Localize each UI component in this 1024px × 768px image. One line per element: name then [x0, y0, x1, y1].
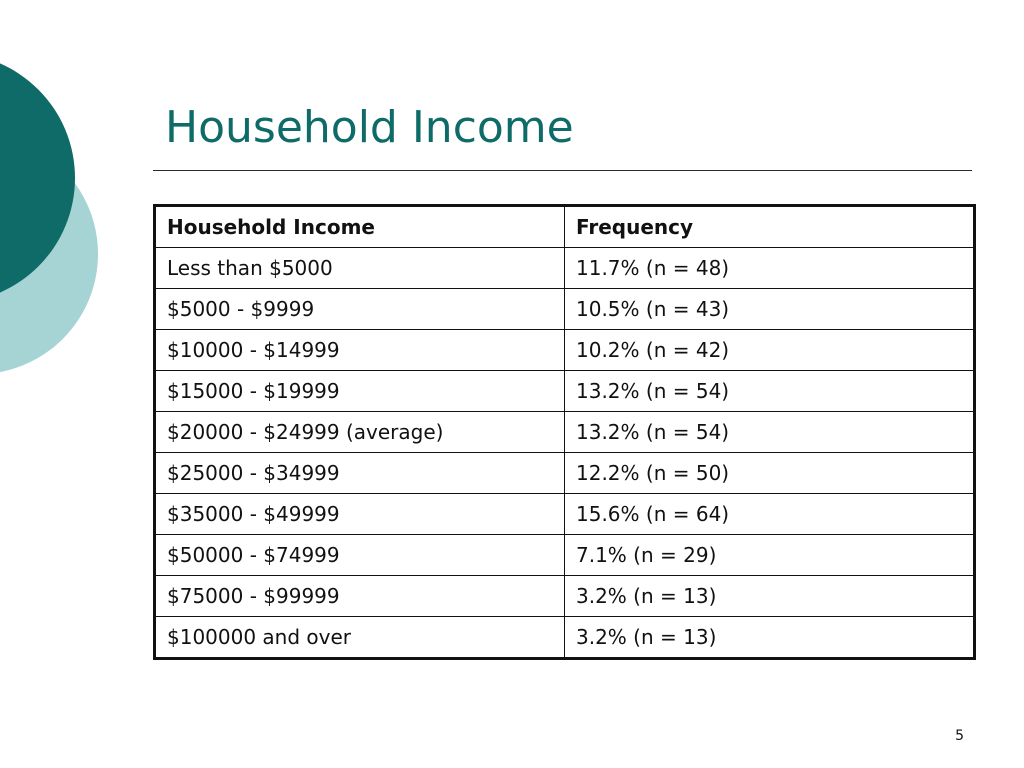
- table-row: [155, 371, 975, 412]
- income-cell: $20000 - $24999 (average): [155, 412, 565, 453]
- income-cell: $50000 - $74999: [155, 535, 565, 576]
- column-header-frequency: Frequency: [565, 206, 975, 248]
- frequency-cell: 3.2% (n = 13): [565, 617, 975, 659]
- income-cell: $100000 and over: [155, 617, 565, 659]
- frequency-cell: 12.2% (n = 50): [565, 453, 975, 494]
- decorative-circles: [0, 0, 110, 420]
- income-cell: $15000 - $19999: [155, 371, 565, 412]
- table-row: [155, 289, 975, 330]
- income-cell: $10000 - $14999: [155, 330, 565, 371]
- frequency-cell: 13.2% (n = 54): [565, 371, 975, 412]
- frequency-cell: 13.2% (n = 54): [565, 412, 975, 453]
- table-row: [155, 617, 975, 659]
- table-header-row: [155, 206, 975, 248]
- page-number: 5: [955, 728, 964, 744]
- table-row: [155, 330, 975, 371]
- title-divider: [153, 170, 972, 171]
- income-cell: $25000 - $34999: [155, 453, 565, 494]
- table-row: [155, 576, 975, 617]
- income-cell: Less than $5000: [155, 248, 565, 289]
- frequency-cell: 11.7% (n = 48): [565, 248, 975, 289]
- table-row: [155, 453, 975, 494]
- income-cell: $75000 - $99999: [155, 576, 565, 617]
- slide-title: Household Income: [165, 102, 574, 153]
- frequency-cell: 10.2% (n = 42): [565, 330, 975, 371]
- frequency-cell: 7.1% (n = 29): [565, 535, 975, 576]
- frequency-cell: 10.5% (n = 43): [565, 289, 975, 330]
- income-cell: $35000 - $49999: [155, 494, 565, 535]
- table-row: [155, 248, 975, 289]
- income-table: [153, 204, 976, 660]
- table-row: [155, 494, 975, 535]
- table-row: [155, 535, 975, 576]
- table-row: [155, 412, 975, 453]
- frequency-cell: 3.2% (n = 13): [565, 576, 975, 617]
- frequency-cell: 15.6% (n = 64): [565, 494, 975, 535]
- column-header-income: Household Income: [155, 206, 565, 248]
- income-cell: $5000 - $9999: [155, 289, 565, 330]
